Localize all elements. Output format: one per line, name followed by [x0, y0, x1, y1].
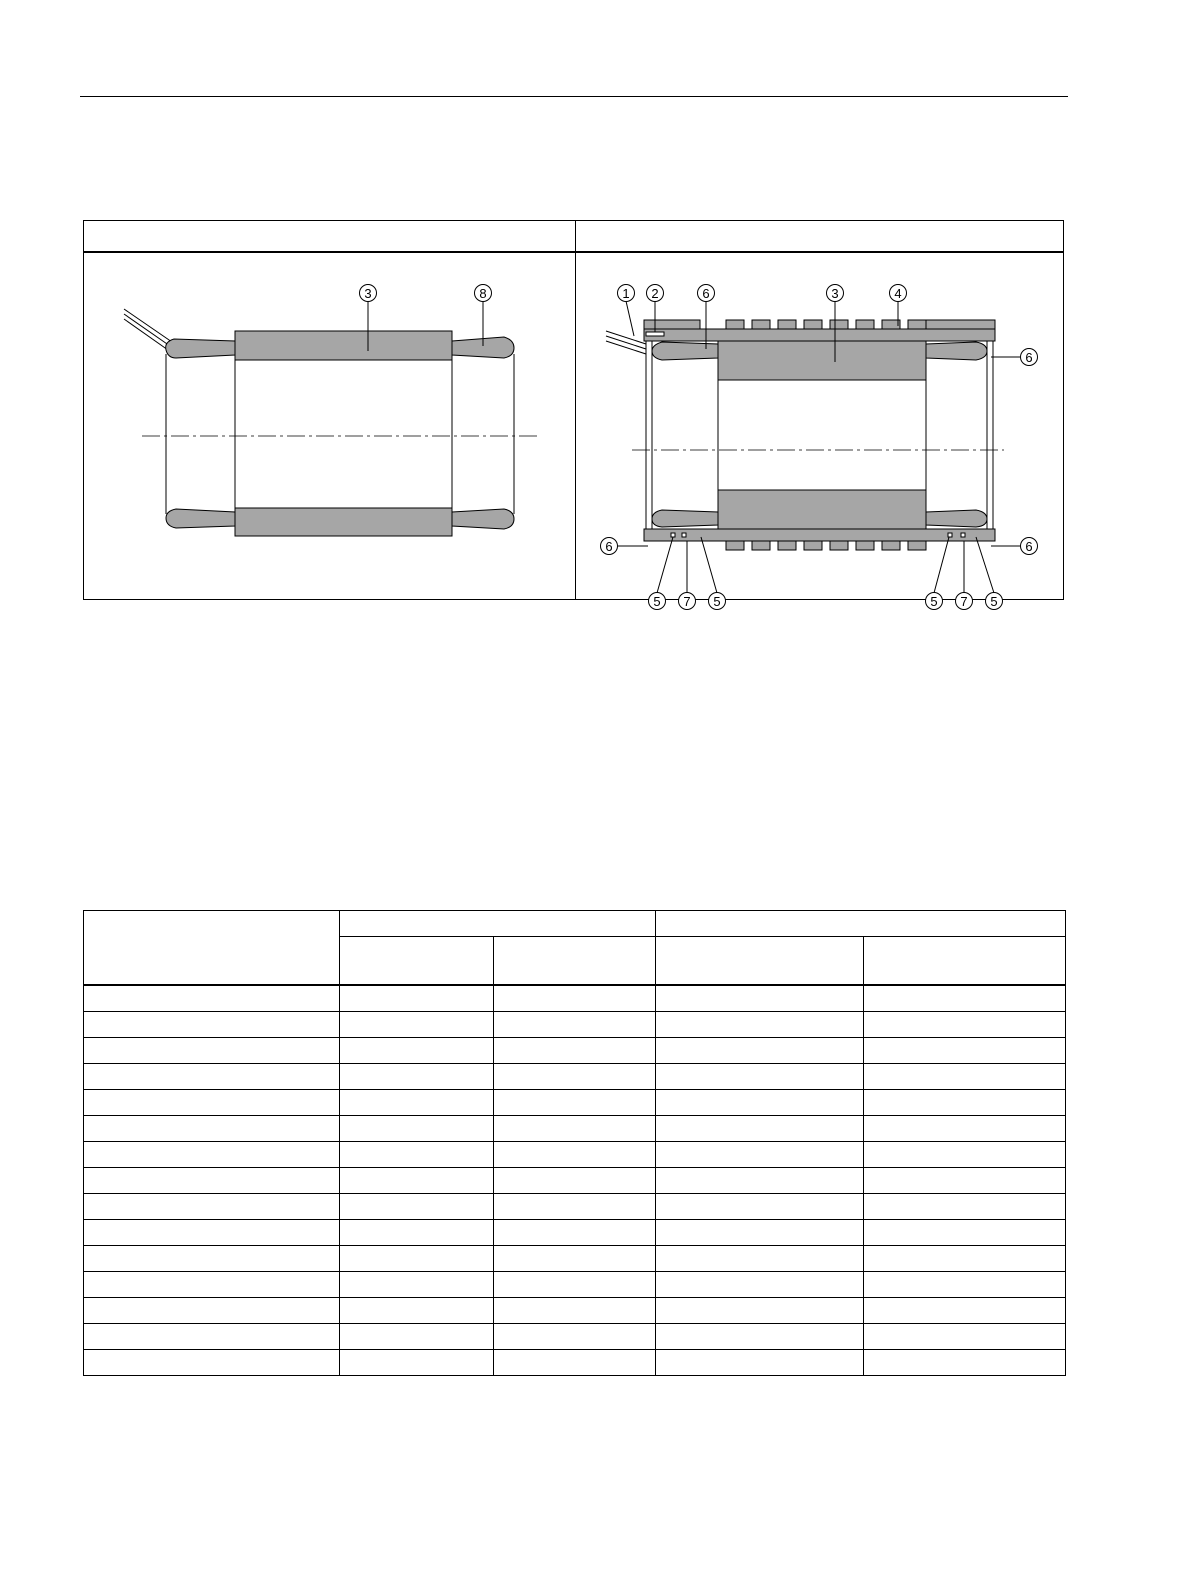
- table-cell: [864, 985, 1066, 1012]
- table-cell: [656, 1272, 864, 1298]
- table-row: [84, 985, 1066, 1012]
- table-header-cell: [656, 911, 1066, 937]
- table-row: [84, 1272, 1066, 1298]
- table-cell: [656, 1194, 864, 1220]
- table-cell: [340, 1272, 494, 1298]
- table-row: [84, 1116, 1066, 1142]
- table-cell: [656, 1064, 864, 1090]
- table-cell: [340, 1220, 494, 1246]
- table-cell: [84, 1246, 340, 1272]
- table-cell: [656, 1168, 864, 1194]
- table-cell: [494, 1194, 656, 1220]
- table-cell: [84, 1064, 340, 1090]
- table-cell: [656, 1116, 864, 1142]
- table-cell: [84, 1012, 340, 1038]
- table-cell: [340, 1168, 494, 1194]
- table-cell: [656, 1220, 864, 1246]
- callout-7-a: 7: [683, 594, 691, 609]
- callout-6-right-bottom: 6: [1025, 539, 1033, 554]
- table-cell: [494, 1298, 656, 1324]
- table-cell: [84, 1116, 340, 1142]
- table-cell: [84, 1090, 340, 1116]
- callout-8: 8: [479, 286, 487, 301]
- table-cell: [84, 1324, 340, 1350]
- table-cell: [84, 1142, 340, 1168]
- table-cell: [494, 1116, 656, 1142]
- table-cell: [656, 1090, 864, 1116]
- top-ribs: [644, 320, 995, 329]
- table-header-cell: [84, 911, 340, 986]
- table-cell: [494, 1272, 656, 1298]
- table-row: [84, 1168, 1066, 1194]
- callout-1: 1: [622, 286, 630, 301]
- table-cell: [340, 985, 494, 1012]
- table-cell: [494, 1220, 656, 1246]
- table-cell: [864, 1220, 1066, 1246]
- callout-4: 4: [894, 286, 902, 301]
- table-cell: [656, 1324, 864, 1350]
- table-cell: [340, 1298, 494, 1324]
- table-header-cell: [340, 911, 656, 937]
- table-cell: [340, 1090, 494, 1116]
- table-cell: [656, 1298, 864, 1324]
- table-cell: [340, 1142, 494, 1168]
- table-row: [84, 1090, 1066, 1116]
- table-cell: [84, 1194, 340, 1220]
- table-row: [84, 1064, 1066, 1090]
- table-cell: [656, 1012, 864, 1038]
- table-cell: [864, 1090, 1066, 1116]
- table-cell: [864, 1194, 1066, 1220]
- callout-2: 2: [651, 286, 659, 301]
- table-cell: [656, 1350, 864, 1376]
- callout-5-b: 5: [713, 594, 721, 609]
- table-cell: [494, 1090, 656, 1116]
- figure-frame: [83, 220, 1064, 609]
- table-cell: [340, 1350, 494, 1376]
- table-cell: [494, 1012, 656, 1038]
- table-header-cell: [340, 937, 494, 986]
- table-cell: [340, 1194, 494, 1220]
- right-panel-heading: [576, 225, 1067, 249]
- callout-5-a: 5: [653, 594, 661, 609]
- table-cell: [340, 1038, 494, 1064]
- table-row: [84, 1350, 1066, 1376]
- table-cell: [84, 1298, 340, 1324]
- table-cell: [864, 1038, 1066, 1064]
- table-cell: [494, 1038, 656, 1064]
- figure-heading-rule: [84, 251, 1063, 253]
- left-panel-heading: [84, 225, 575, 249]
- left-coil-drawing: [84, 254, 574, 599]
- table-cell: [864, 1012, 1066, 1038]
- callout-3: 3: [364, 286, 372, 301]
- table-cell: [864, 1168, 1066, 1194]
- table-body: [84, 985, 1066, 1376]
- table-cell: [864, 1272, 1066, 1298]
- page-header-rule: [80, 96, 1068, 97]
- table-cell: [864, 1350, 1066, 1376]
- table-cell: [494, 985, 656, 1012]
- callout-5-c: 5: [930, 594, 938, 609]
- table-cell: [864, 1064, 1066, 1090]
- table-header-row-1: [84, 911, 1066, 937]
- table-cell: [340, 1064, 494, 1090]
- table-cell: [864, 1142, 1066, 1168]
- right-coil-drawing: [576, 254, 1063, 609]
- bottom-ribs: [726, 541, 926, 550]
- table-cell: [494, 1064, 656, 1090]
- table-cell: [84, 1272, 340, 1298]
- table-cell: [494, 1350, 656, 1376]
- table-header-cell: [656, 937, 864, 986]
- table-row: [84, 1038, 1066, 1064]
- table-row: [84, 1324, 1066, 1350]
- callout-6-right-top: 6: [1025, 350, 1033, 365]
- table-row: [84, 1220, 1066, 1246]
- table-cell: [84, 1168, 340, 1194]
- table-cell: [494, 1142, 656, 1168]
- table-cell: [656, 1142, 864, 1168]
- table-header-cell: [864, 937, 1066, 986]
- table-cell: [340, 1116, 494, 1142]
- callout-7-b: 7: [960, 594, 968, 609]
- table-cell: [340, 1246, 494, 1272]
- table-row: [84, 1142, 1066, 1168]
- table-cell: [656, 1246, 864, 1272]
- table-row: [84, 1246, 1066, 1272]
- table-cell: [656, 1038, 864, 1064]
- callout-6-left-bottom: 6: [605, 539, 613, 554]
- table-cell: [864, 1298, 1066, 1324]
- table-cell: [340, 1324, 494, 1350]
- table-header-cell: [494, 937, 656, 986]
- table-cell: [84, 985, 340, 1012]
- table-row: [84, 1194, 1066, 1220]
- table-cell: [494, 1168, 656, 1194]
- table-row: [84, 1012, 1066, 1038]
- data-table: [83, 910, 1066, 1376]
- table-cell: [494, 1246, 656, 1272]
- table-cell: [340, 1012, 494, 1038]
- table-cell: [84, 1038, 340, 1064]
- callout-6-top: 6: [702, 286, 710, 301]
- table-cell: [84, 1220, 340, 1246]
- table-cell: [864, 1324, 1066, 1350]
- table-cell: [864, 1116, 1066, 1142]
- callout-3: 3: [831, 286, 839, 301]
- table-cell: [656, 985, 864, 1012]
- table-row: [84, 1298, 1066, 1324]
- table-cell: [84, 1350, 340, 1376]
- callout-5-d: 5: [990, 594, 998, 609]
- table-cell: [864, 1246, 1066, 1272]
- table-cell: [494, 1324, 656, 1350]
